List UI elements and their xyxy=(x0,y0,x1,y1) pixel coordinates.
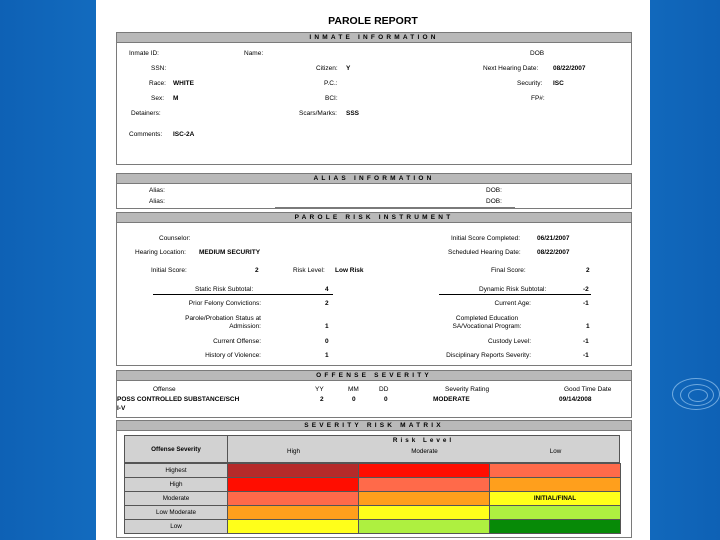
comments-label: Comments: xyxy=(129,131,163,138)
matrix-cell-low: INITIAL/FINAL xyxy=(489,491,621,506)
detainers-label: Detainers: xyxy=(131,110,161,117)
pc-label: P.C.: xyxy=(324,80,338,87)
matrix-row-label: High xyxy=(124,477,228,492)
offense-description: POSS CONTROLLED SUBSTANCE/SCH xyxy=(117,396,240,403)
initial-score-label: Initial Score: xyxy=(151,267,187,274)
alias-dob-label: DOB: xyxy=(486,198,502,205)
matrix-cell-low xyxy=(489,519,621,534)
risk-item-label: Completed Education SA/Vocational Program: xyxy=(452,315,522,330)
matrix-col-low: Low xyxy=(549,448,562,455)
matrix-cell-low xyxy=(489,463,621,478)
risk-item-value: -1 xyxy=(583,352,589,359)
matrix-cell-low xyxy=(489,477,621,492)
risk-level-value: Low Risk xyxy=(335,267,364,274)
dob-label: DOB xyxy=(530,50,545,57)
matrix-cell-moderate xyxy=(358,477,490,492)
matrix-section-header: SEVERITY RISK MATRIX xyxy=(117,421,631,431)
next-hearing-label: Next Hearing Date: xyxy=(483,65,539,72)
inmate-section-header: INMATE INFORMATION xyxy=(117,33,631,43)
scheduled-hearing-label: Scheduled Hearing Date: xyxy=(448,249,521,256)
offense-description-cont: I-V xyxy=(117,405,126,412)
matrix-cell-moderate xyxy=(358,491,490,506)
risk-item-value: 1 xyxy=(586,323,590,330)
initial-score-value: 2 xyxy=(255,267,259,274)
good-time-date-col-header: Good Time Date xyxy=(564,386,612,393)
risk-item-value: 0 xyxy=(325,338,329,345)
counselor-label: Counselor: xyxy=(159,235,191,242)
ssn-label: SSN: xyxy=(151,65,167,72)
risk-level-label: Risk Level xyxy=(392,437,455,444)
scheduled-hearing-value: 08/22/2007 xyxy=(537,249,570,256)
final-score-value: 2 xyxy=(586,267,590,274)
matrix-col-high: High xyxy=(287,448,300,455)
report-title: PAROLE REPORT xyxy=(328,15,418,27)
matrix-cell-high xyxy=(227,505,359,520)
risk-item-label: Current Offense: xyxy=(213,338,261,345)
report-page xyxy=(96,0,650,540)
offense-section-header: OFFENSE SEVERITY xyxy=(117,371,631,381)
risk-item-label: Current Age: xyxy=(494,300,531,307)
risk-item-value: 1 xyxy=(325,323,329,330)
inmate-id-label: Inmate ID: xyxy=(129,50,159,57)
risk-item-label: Prior Felony Convictions: xyxy=(188,300,261,307)
scars-value: SSS xyxy=(346,110,360,117)
initial-completed-value: 06/21/2007 xyxy=(537,235,570,242)
good-time-date-value: 09/14/2008 xyxy=(559,396,592,403)
risk-item-label: Custody Level: xyxy=(488,338,531,345)
severity-risk-matrix-section xyxy=(116,420,632,538)
hearing-location-value: MEDIUM SECURITY xyxy=(199,249,261,256)
matrix-cell-high xyxy=(227,519,359,534)
risk-item-value: 2 xyxy=(325,300,329,307)
risk-item-value: 1 xyxy=(325,352,329,359)
swirl-decoration xyxy=(688,389,708,402)
dynamic-subtotal-underline xyxy=(439,294,591,295)
matrix-cell-low xyxy=(489,505,621,520)
matrix-row-label: Highest xyxy=(124,463,228,478)
risk-item-label: Disciplinary Reports Severity: xyxy=(446,352,531,359)
next-hearing-value: 08/22/2007 xyxy=(553,65,586,72)
risk-level-label: Risk Level: xyxy=(293,267,325,274)
matrix-cell-high xyxy=(227,491,359,506)
citizen-value: Y xyxy=(346,65,351,72)
matrix-cell-moderate xyxy=(358,505,490,520)
scars-label: Scars/Marks: xyxy=(299,110,337,117)
alias-section-header: ALIAS INFORMATION xyxy=(117,174,631,184)
static-subtotal-underline xyxy=(153,294,333,295)
race-value: WHITE xyxy=(173,80,194,87)
dynamic-subtotal-label: Dynamic Risk Subtotal: xyxy=(479,286,547,293)
risk-item-value: -1 xyxy=(583,338,589,345)
sex-label: Sex: xyxy=(151,95,165,102)
security-value: ISC xyxy=(553,80,564,87)
security-label: Security: xyxy=(517,80,543,87)
alias-label: Alias: xyxy=(149,187,165,194)
citizen-label: Citizen: xyxy=(316,65,338,72)
static-subtotal-value: 4 xyxy=(325,286,329,293)
dd-col-header: DD xyxy=(379,386,389,393)
sex-value: M xyxy=(173,95,179,102)
risk-item-label: History of Violence: xyxy=(205,352,261,359)
mm-value: 0 xyxy=(352,396,356,403)
severity-risk-matrix xyxy=(124,435,621,533)
mm-col-header: MM xyxy=(348,386,359,393)
risk-section-header: PAROLE RISK INSTRUMENT xyxy=(117,213,631,223)
offense-col-header: Offense xyxy=(153,386,176,393)
name-label: Name: xyxy=(244,50,264,57)
fp-label: FP#: xyxy=(531,95,545,102)
matrix-row-label: Low xyxy=(124,519,228,534)
matrix-cell-high xyxy=(227,477,359,492)
race-label: Race: xyxy=(149,80,166,87)
comments-value: ISC-2A xyxy=(173,131,195,138)
matrix-row-label: Low Moderate xyxy=(124,505,228,520)
static-subtotal-label: Static Risk Subtotal: xyxy=(195,286,254,293)
initial-completed-label: Initial Score Completed: xyxy=(451,235,521,242)
alias-divider xyxy=(275,207,515,208)
risk-item-value: -1 xyxy=(583,300,589,307)
severity-rating-col-header: Severity Rating xyxy=(445,386,490,393)
final-score-label: Final Score: xyxy=(491,267,526,274)
yy-value: 2 xyxy=(320,396,324,403)
parole-risk-instrument-section xyxy=(116,212,632,366)
matrix-corner-label: Offense Severity xyxy=(124,435,228,463)
bci-label: BCI: xyxy=(325,95,338,102)
matrix-cell-high xyxy=(227,463,359,478)
risk-item-label: Parole/Probation Status at Admission: xyxy=(185,315,261,330)
inmate-information-section xyxy=(116,32,632,165)
matrix-cell-moderate xyxy=(358,519,490,534)
matrix-row-label: Moderate xyxy=(124,491,228,506)
dd-value: 0 xyxy=(384,396,388,403)
matrix-col-moderate: Moderate xyxy=(411,448,438,455)
hearing-location-label: Hearing Location: xyxy=(135,249,186,256)
yy-col-header: YY xyxy=(315,386,324,393)
alias-dob-label: DOB: xyxy=(486,187,502,194)
offense-severity-section xyxy=(116,370,632,418)
matrix-column-header xyxy=(227,435,620,463)
matrix-cell-moderate xyxy=(358,463,490,478)
severity-rating-value: MODERATE xyxy=(433,396,470,403)
dynamic-subtotal-value: -2 xyxy=(583,286,589,293)
alias-information-section xyxy=(116,173,632,209)
alias-label: Alias: xyxy=(149,198,165,205)
